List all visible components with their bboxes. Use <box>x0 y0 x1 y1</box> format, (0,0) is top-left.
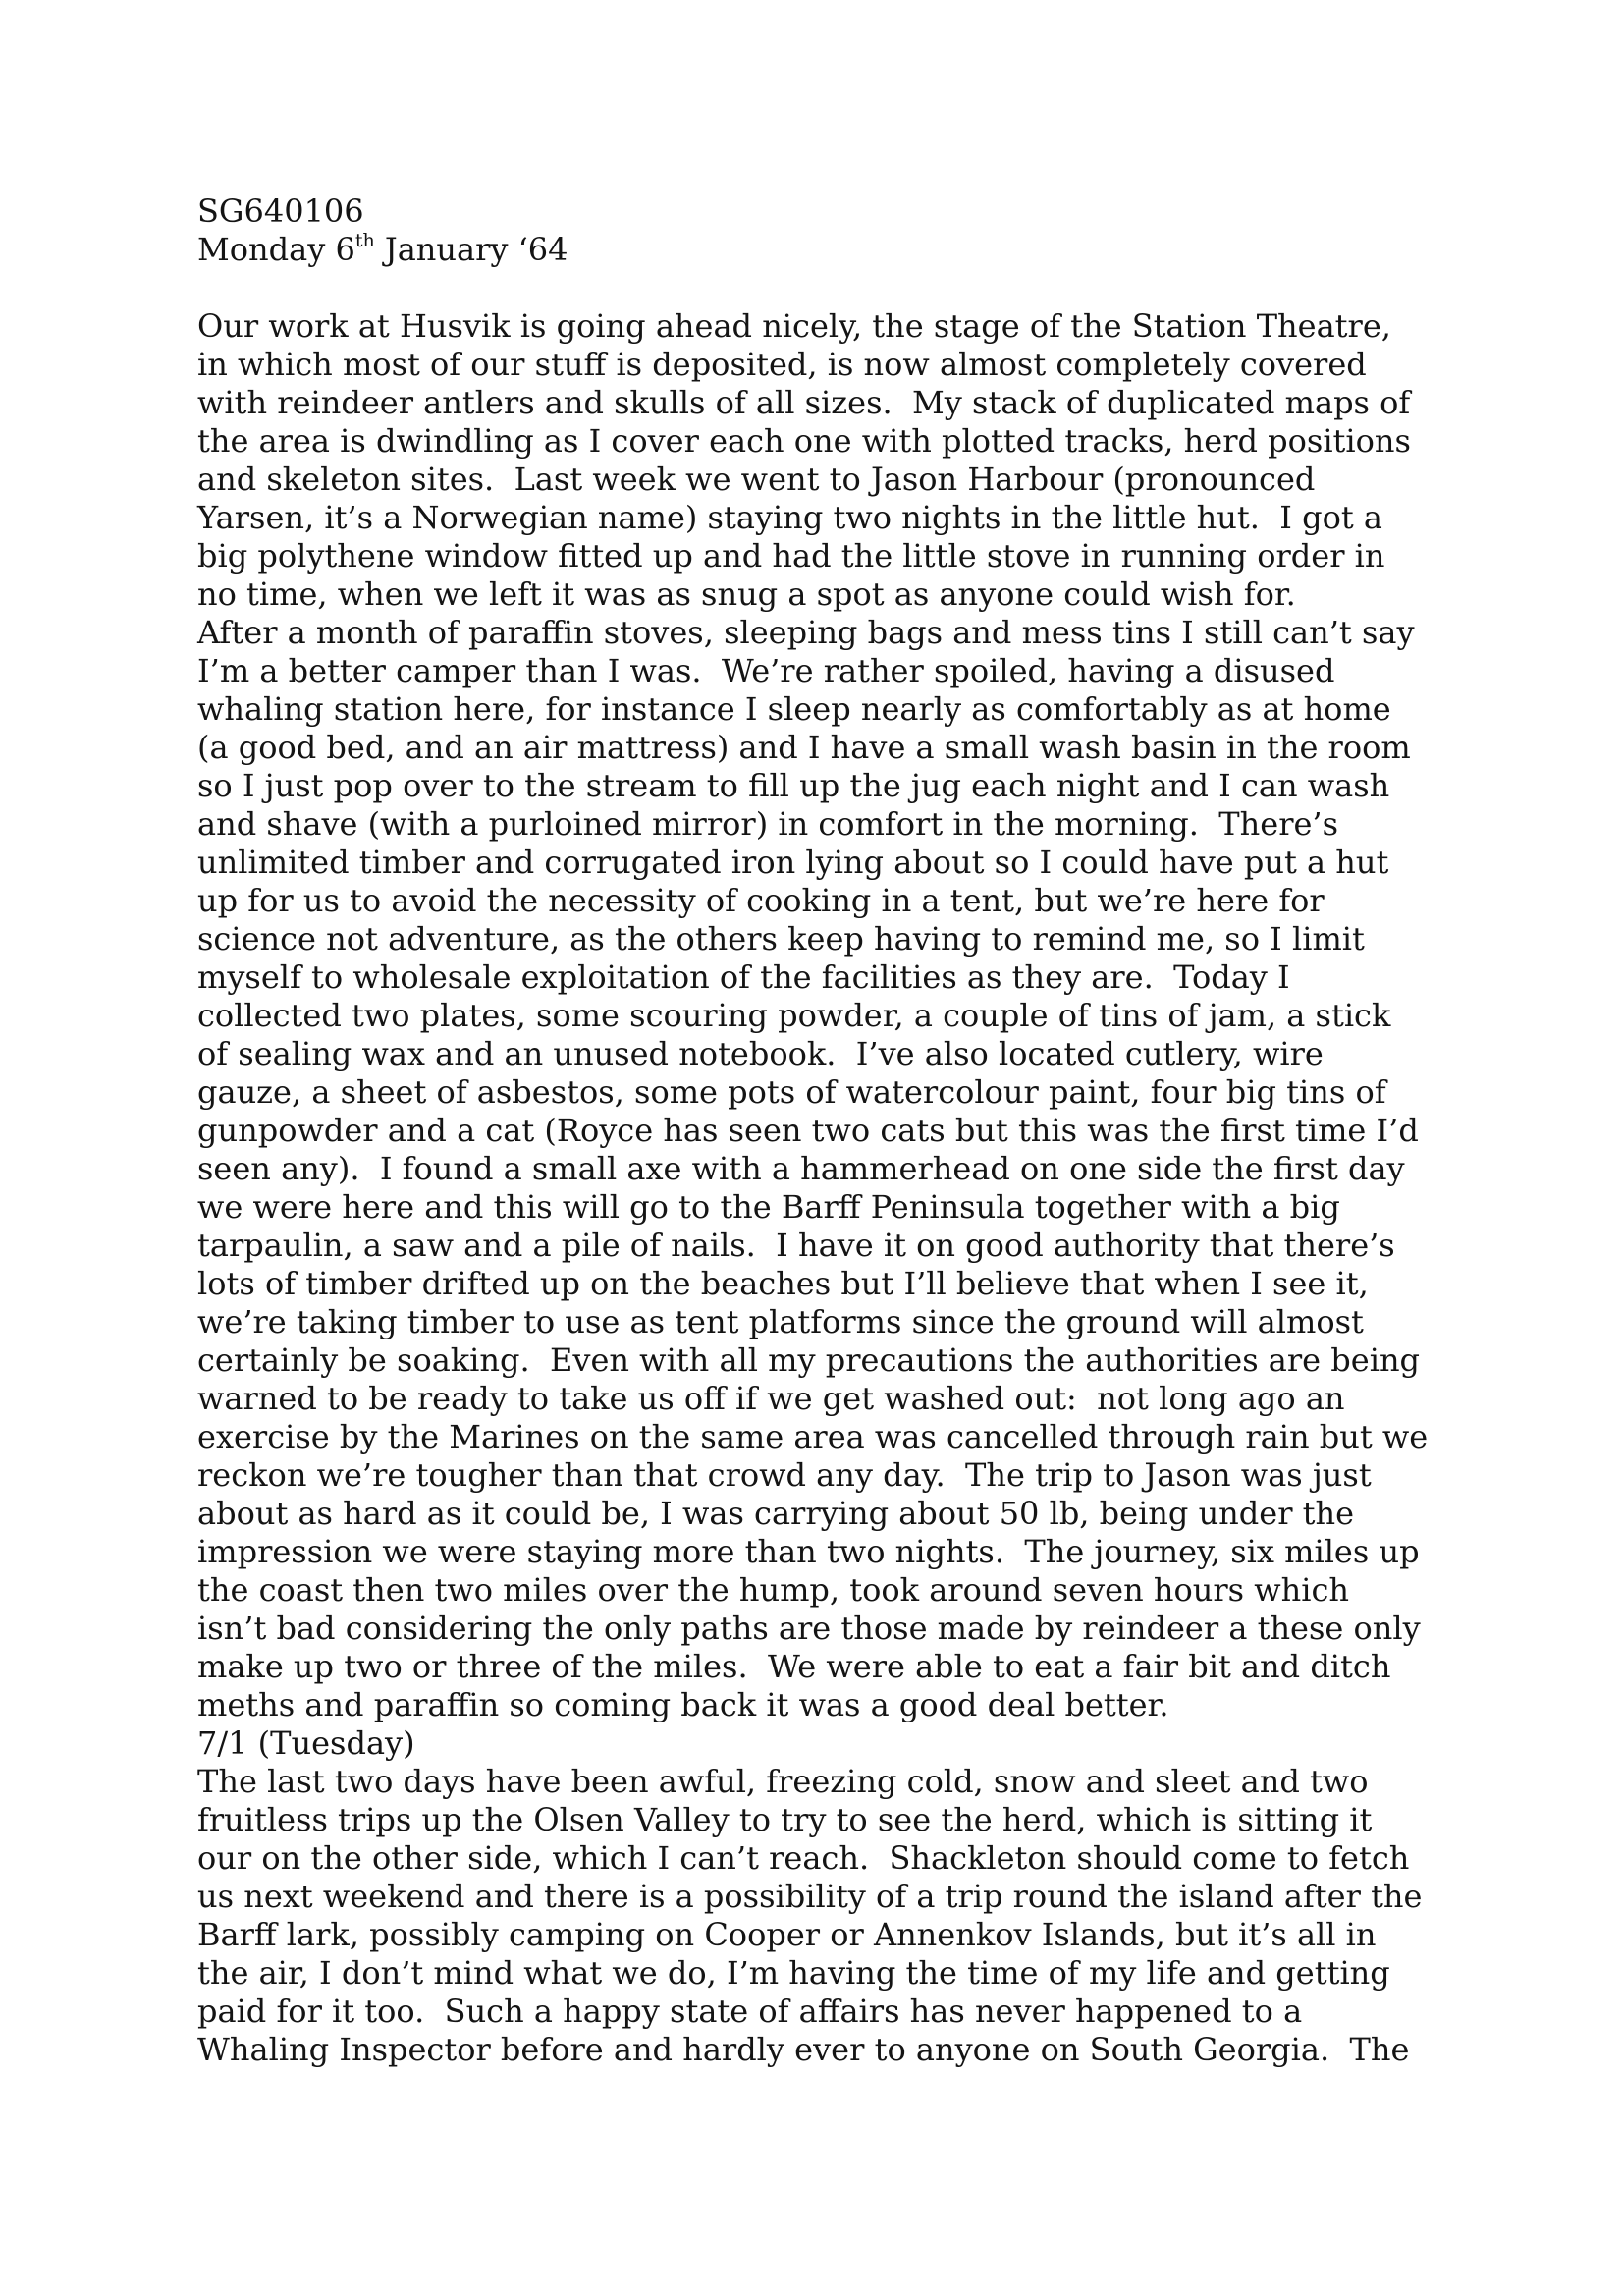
text-line: The last two days have been awful, freezing cold, snow and sleet and two <box>197 1763 1369 1800</box>
text-line: seen any). I found a small axe with a hammerhead on one side the first day <box>197 1150 1405 1187</box>
document-date <box>197 231 1474 269</box>
text-line: gauze, a sheet of asbestos, some pots of watercolour paint, four big tins of <box>197 1073 1386 1111</box>
text-line: Barff lark, possibly camping on Cooper or Annenkov Islands, but it’s all in <box>197 1916 1377 1953</box>
text-line: lots of timber drifted up on the beaches but I’ll believe that when I see it, <box>197 1265 1369 1302</box>
text-line: about as hard as it could be, I was carrying about 50 lb, being under the <box>197 1495 1355 1532</box>
text-line: unlimited timber and corrugated iron lying about so I could have put a hut <box>197 844 1389 881</box>
text-line: up for us to avoid the necessity of cooking in a tent, but we’re here for <box>197 882 1325 919</box>
text-line: big polythene window fitted up and had the little stove in running order in <box>197 537 1385 574</box>
paragraph-spacer <box>197 269 1474 307</box>
text-line: science not adventure, as the others keep having to remind me, so I limit <box>197 920 1365 957</box>
text-line: of sealing wax and an unused notebook. I’ve also located cutlery, wire <box>197 1035 1324 1072</box>
text-line: and shave (with a purloined mirror) in comfort in the morning. There’s <box>197 805 1339 843</box>
text-line: exercise by the Marines on the same area was cancelled through rain but we <box>197 1418 1429 1455</box>
text-line: and skeleton sites. Last week we went to Jason Harbour (pronounced <box>197 461 1316 498</box>
text-line: collected two plates, some scouring powder, a couple of tins of jam, a stick <box>197 997 1391 1034</box>
text-line: so I just pop over to the stream to fill up the jug each night and I can wash <box>197 767 1390 804</box>
entry-1-body <box>197 307 1474 1724</box>
text-line: myself to wholesale exploitation of the facilities as they are. Today I <box>197 958 1290 996</box>
text-line: tarpaulin, a saw and a pile of nails. I have it on good authority that there’s <box>197 1227 1395 1264</box>
text-line: the air, I don’t mind what we do, I’m having the time of my life and getting <box>197 1954 1390 1992</box>
text-line: our on the other side, which I can’t reach. Shackleton should come to fetch <box>197 1839 1410 1877</box>
text-line: reckon we’re tougher than that crowd any day. The trip to Jason was just <box>197 1456 1372 1494</box>
text-line: paid for it too. Such a happy state of affairs has never happened to a <box>197 1993 1303 2030</box>
text-line: isn’t bad considering the only paths are those made by reindeer a these only <box>197 1610 1421 1647</box>
date-prefix: Monday 6 <box>197 231 355 268</box>
document-page <box>197 192 1474 2069</box>
text-line: After a month of paraffin stoves, sleeping bags and mess tins I still can’t say <box>197 614 1415 651</box>
text-line: the coast then two miles over the hump, took around seven hours which <box>197 1571 1349 1609</box>
date-suffix: January ‘64 <box>374 231 568 268</box>
text-line: I’m a better camper than I was. We’re rather spoiled, having a disused <box>197 652 1335 689</box>
date-ordinal: th <box>354 230 375 251</box>
text-line: in which most of our stuff is deposited, is now almost completely covered <box>197 346 1367 383</box>
text-line: we’re taking timber to use as tent platforms since the ground will almost <box>197 1303 1364 1340</box>
text-line: meths and paraffin so coming back it was a good deal better. <box>197 1686 1169 1723</box>
text-line: Yarsen, it’s a Norwegian name) staying two nights in the little hut. I got a <box>197 499 1382 536</box>
text-line: no time, when we left it was as snug a spot as anyone could wish for. <box>197 575 1296 613</box>
text-line: we were here and this will go to the Barff Peninsula together with a big <box>197 1188 1340 1226</box>
text-line: gunpowder and a cat (Royce has seen two cats but this was the first time I’d <box>197 1112 1419 1149</box>
text-line: (a good bed, and an air mattress) and I have a small wash basin in the room <box>197 729 1411 766</box>
text-line: impression we were staying more than two nights. The journey, six miles up <box>197 1533 1420 1570</box>
text-line: warned to be ready to take us off if we get washed out: not long ago an <box>197 1380 1345 1417</box>
entry-2-heading: 7/1 (Tuesday) <box>197 1724 415 1762</box>
text-line: with reindeer antlers and skulls of all sizes. My stack of duplicated maps of <box>197 384 1411 421</box>
document-reference: SG640106 <box>197 192 364 230</box>
text-line: Our work at Husvik is going ahead nicely, the stage of the Station Theatre, <box>197 307 1391 345</box>
text-line: make up two or three of the miles. We were able to eat a fair bit and ditch <box>197 1648 1391 1685</box>
text-line: Whaling Inspector before and hardly ever to anyone on South Georgia. The <box>197 2031 1410 2068</box>
text-line: whaling station here, for instance I sleep nearly as comfortably as at home <box>197 690 1391 728</box>
text-line: fruitless trips up the Olsen Valley to try to see the herd, which is sitting it <box>197 1801 1373 1838</box>
text-line: the area is dwindling as I cover each one with plotted tracks, herd positions <box>197 422 1411 460</box>
entry-2-body <box>197 1763 1474 2069</box>
text-line: us next weekend and there is a possibility of a trip round the island after the <box>197 1878 1423 1915</box>
text-line: certainly be soaking. Even with all my precautions the authorities are being <box>197 1341 1421 1379</box>
